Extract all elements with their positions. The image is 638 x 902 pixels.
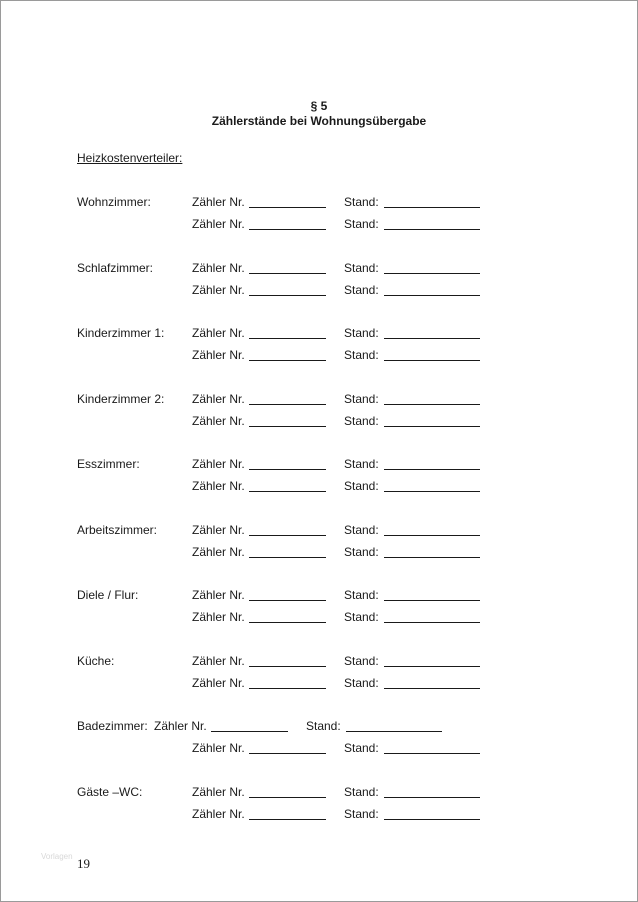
room-label: Küche: — [77, 653, 115, 668]
reading-field[interactable] — [384, 688, 480, 689]
reading-label: Stand: — [344, 326, 379, 340]
meter-row-first — [1, 653, 637, 675]
reading-field[interactable] — [384, 207, 480, 208]
meter-number-label: Zähler Nr. — [192, 326, 245, 340]
section-header — [1, 99, 637, 129]
meter-number-label: Zähler Nr. — [192, 217, 245, 231]
meter-row-second — [1, 413, 637, 435]
reading-label: Stand: — [344, 653, 379, 668]
reading-label: Stand: — [344, 675, 379, 690]
meter-number-label: Zähler Nr. — [192, 413, 245, 428]
meter-number-field[interactable] — [249, 229, 326, 230]
room-block — [1, 260, 637, 326]
meter-row-second — [1, 347, 637, 369]
room-block — [1, 784, 637, 850]
meter-number-label: Zähler Nr. — [192, 522, 245, 537]
reading-field[interactable] — [384, 557, 480, 558]
reading-field[interactable] — [384, 819, 480, 820]
reading-label: Stand: — [344, 610, 379, 624]
reading-label: Stand: — [344, 806, 379, 821]
meter-number-field[interactable] — [249, 338, 326, 339]
meter-number-label: Zähler Nr. — [154, 719, 207, 733]
reading-label: Stand: — [344, 741, 379, 755]
meter-row-first — [1, 587, 637, 609]
meter-number-label: Zähler Nr. — [192, 282, 245, 297]
reading-label: Stand: — [344, 457, 379, 471]
reading-label: Stand: — [344, 784, 379, 799]
meter-row-first — [1, 325, 637, 347]
room-block — [1, 391, 637, 457]
meter-row-first — [1, 784, 637, 806]
meter-number-label: Zähler Nr. — [192, 195, 245, 209]
meter-number-field[interactable] — [249, 295, 326, 296]
room-block — [1, 587, 637, 653]
room-block — [1, 522, 637, 588]
meter-number-label: Zähler Nr. — [192, 784, 245, 799]
meter-number-label: Zähler Nr. — [192, 391, 245, 406]
reading-field[interactable] — [384, 600, 480, 601]
room-label: Wohnzimmer: — [77, 195, 151, 209]
meter-row-second — [1, 609, 637, 631]
reading-field[interactable] — [384, 273, 480, 274]
room-block — [1, 325, 637, 391]
meter-number-label: Zähler Nr. — [192, 653, 245, 668]
room-block — [1, 456, 637, 522]
room-label: Kinderzimmer 1: — [77, 326, 165, 340]
reading-label: Stand: — [344, 522, 379, 537]
room-label: Badezimmer: — [77, 719, 148, 733]
meter-number-label: Zähler Nr. — [192, 806, 245, 821]
meter-number-label: Zähler Nr. — [192, 479, 245, 493]
room-label: Esszimmer: — [77, 457, 140, 471]
meter-number-field[interactable] — [249, 273, 326, 274]
meter-number-field[interactable] — [249, 360, 326, 361]
room-label: Diele / Flur: — [77, 588, 139, 602]
meter-number-field[interactable] — [249, 535, 326, 536]
meter-row-second — [1, 544, 637, 566]
meter-row-second — [1, 806, 637, 828]
reading-label: Stand: — [344, 348, 379, 362]
reading-field[interactable] — [346, 731, 442, 732]
meter-number-label: Zähler Nr. — [192, 610, 245, 624]
meter-number-field[interactable] — [249, 753, 326, 754]
meter-number-field[interactable] — [249, 666, 326, 667]
reading-label: Stand: — [344, 217, 379, 231]
reading-field[interactable] — [384, 360, 480, 361]
meter-number-label: Zähler Nr. — [192, 260, 245, 275]
reading-label: Stand: — [344, 544, 379, 559]
meter-number-label: Zähler Nr. — [192, 741, 245, 755]
reading-field[interactable] — [384, 535, 480, 536]
reading-label: Stand: — [344, 588, 379, 602]
reading-label: Stand: — [306, 719, 341, 733]
meter-row-first — [1, 522, 637, 544]
meter-row-second — [1, 478, 637, 500]
meter-number-field[interactable] — [249, 797, 326, 798]
reading-field[interactable] — [384, 229, 480, 230]
page-number: 19 — [77, 856, 90, 871]
heizkostenverteiler-heading: Heizkostenverteiler: — [77, 151, 183, 165]
section-title: Zählerstände bei Wohnungsübergabe — [211, 114, 427, 128]
meter-row-first — [1, 260, 637, 282]
reading-field[interactable] — [384, 338, 480, 339]
meter-number-field[interactable] — [211, 731, 288, 732]
reading-field[interactable] — [384, 469, 480, 470]
reading-field[interactable] — [384, 295, 480, 296]
meter-number-label: Zähler Nr. — [192, 544, 245, 559]
meter-row-second — [1, 216, 637, 238]
meter-number-field[interactable] — [249, 600, 326, 601]
meter-number-field[interactable] — [249, 622, 326, 623]
meter-number-field[interactable] — [249, 557, 326, 558]
meter-number-label: Zähler Nr. — [192, 348, 245, 362]
reading-field[interactable] — [384, 666, 480, 667]
meter-number-field[interactable] — [249, 426, 326, 427]
reading-label: Stand: — [344, 195, 379, 209]
reading-label: Stand: — [344, 479, 379, 493]
reading-field[interactable] — [384, 404, 480, 405]
reading-field[interactable] — [384, 797, 480, 798]
reading-label: Stand: — [344, 413, 379, 428]
reading-label: Stand: — [344, 282, 379, 297]
watermark: Vorlagen — [41, 852, 73, 861]
room-block — [1, 718, 637, 784]
meter-number-field[interactable] — [249, 819, 326, 820]
meter-number-field[interactable] — [249, 207, 326, 208]
reading-field[interactable] — [384, 622, 480, 623]
reading-field[interactable] — [384, 753, 480, 754]
meter-number-label: Zähler Nr. — [192, 588, 245, 602]
meter-row-second — [1, 675, 637, 697]
meter-row-first — [1, 456, 637, 478]
meter-row-second — [1, 282, 637, 304]
room-label: Kinderzimmer 2: — [77, 391, 165, 406]
room-list — [1, 194, 637, 849]
reading-label: Stand: — [344, 391, 379, 406]
room-label: Schlafzimmer: — [77, 260, 154, 275]
meter-row-first — [1, 391, 637, 413]
meter-number-field[interactable] — [249, 491, 326, 492]
meter-row-first — [1, 194, 637, 216]
reading-field[interactable] — [384, 426, 480, 427]
section-number: § 5 — [310, 99, 328, 113]
meter-number-label: Zähler Nr. — [192, 457, 245, 471]
meter-number-label: Zähler Nr. — [192, 675, 245, 690]
room-block — [1, 653, 637, 719]
meter-row-first — [1, 718, 637, 740]
reading-field[interactable] — [384, 491, 480, 492]
room-block — [1, 194, 637, 260]
meter-row-second — [1, 740, 637, 762]
reading-label: Stand: — [344, 260, 379, 275]
room-label: Gäste –WC: — [77, 784, 143, 799]
meter-number-field[interactable] — [249, 469, 326, 470]
room-label: Arbeitszimmer: — [77, 522, 158, 537]
meter-number-field[interactable] — [249, 404, 326, 405]
meter-number-field[interactable] — [249, 688, 326, 689]
